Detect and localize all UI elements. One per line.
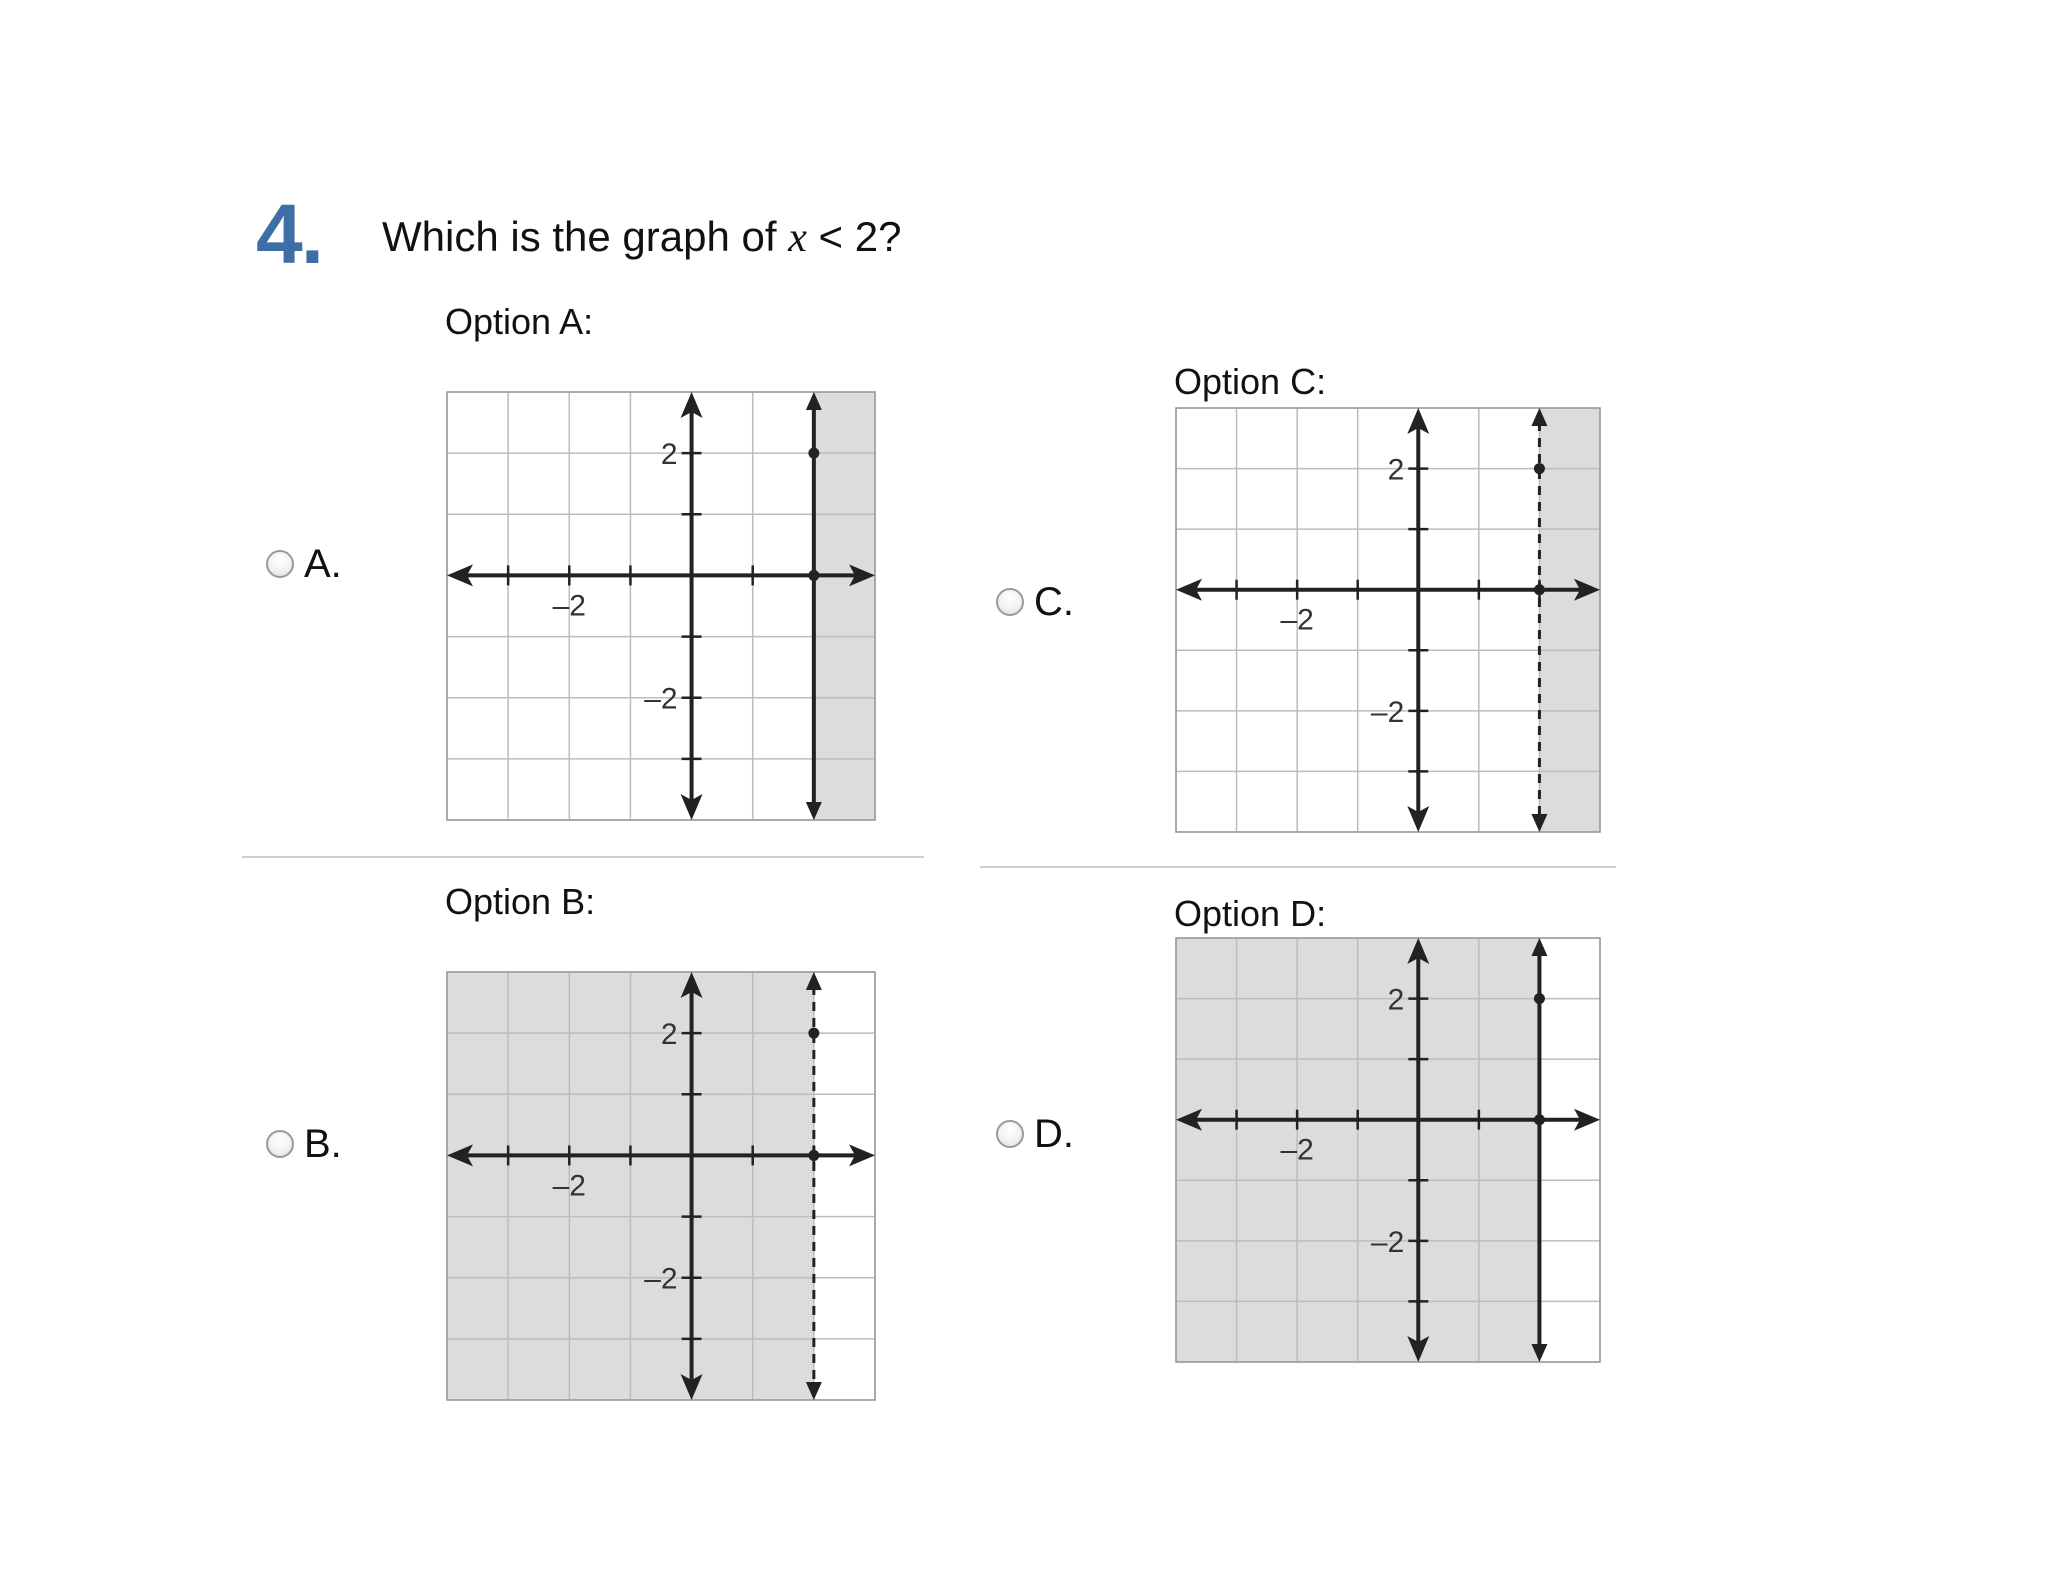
radio-button-d[interactable]: [996, 1120, 1024, 1148]
boundary-point: [1534, 463, 1545, 474]
x-tick-label: –2: [1280, 603, 1314, 637]
x-tick-label: –2: [552, 589, 586, 623]
boundary-point: [1534, 993, 1545, 1004]
option-b-title: Option B:: [445, 881, 596, 922]
option-b-letter: B.: [304, 1122, 342, 1166]
shaded-region: [1539, 408, 1600, 832]
question-variable: x: [788, 215, 807, 261]
option-c-radio[interactable]: [996, 580, 1074, 624]
option-d-title: Option D:: [1174, 893, 1327, 934]
question-number: 4.: [256, 187, 323, 281]
radio-button-a[interactable]: [266, 550, 294, 578]
y-tick-label: 2: [1387, 453, 1405, 487]
option-d-radio[interactable]: [996, 1112, 1074, 1156]
x-tick-label: –2: [552, 1169, 586, 1203]
option-a-radio[interactable]: [266, 542, 342, 586]
y-tick-label: 2: [660, 1018, 678, 1052]
option-b-radio[interactable]: [266, 1122, 342, 1166]
divider-left: [242, 856, 924, 858]
boundary-point: [1534, 1114, 1545, 1125]
boundary-point: [808, 1028, 819, 1039]
radio-button-c[interactable]: [996, 588, 1024, 616]
y-tick-label: –2: [1370, 695, 1405, 729]
option-a-graph: [445, 390, 877, 822]
y-tick-label: –2: [644, 1262, 678, 1296]
option-c-title: Option C:: [1174, 361, 1327, 402]
shaded-region: [814, 392, 875, 820]
boundary-point: [808, 570, 819, 581]
y-tick-label: 2: [660, 438, 678, 472]
boundary-point: [1534, 584, 1545, 595]
y-tick-label: 2: [1387, 983, 1405, 1017]
option-c-graph: [1174, 406, 1602, 834]
boundary-point: [808, 448, 819, 459]
option-a-letter: A.: [304, 542, 342, 586]
y-tick-label: –2: [644, 682, 678, 716]
radio-button-b[interactable]: [266, 1130, 294, 1158]
option-b-graph: [445, 970, 877, 1402]
option-d-graph: [1174, 936, 1602, 1364]
y-tick-label: –2: [1370, 1225, 1405, 1259]
boundary-point: [808, 1150, 819, 1161]
divider-right: [980, 866, 1616, 868]
question-text: Which is the graph of x < 2?: [382, 213, 902, 261]
x-tick-label: –2: [1280, 1133, 1314, 1167]
option-c-letter: C.: [1034, 580, 1074, 624]
option-a-title: Option A:: [445, 301, 594, 342]
option-d-letter: D.: [1034, 1112, 1074, 1156]
